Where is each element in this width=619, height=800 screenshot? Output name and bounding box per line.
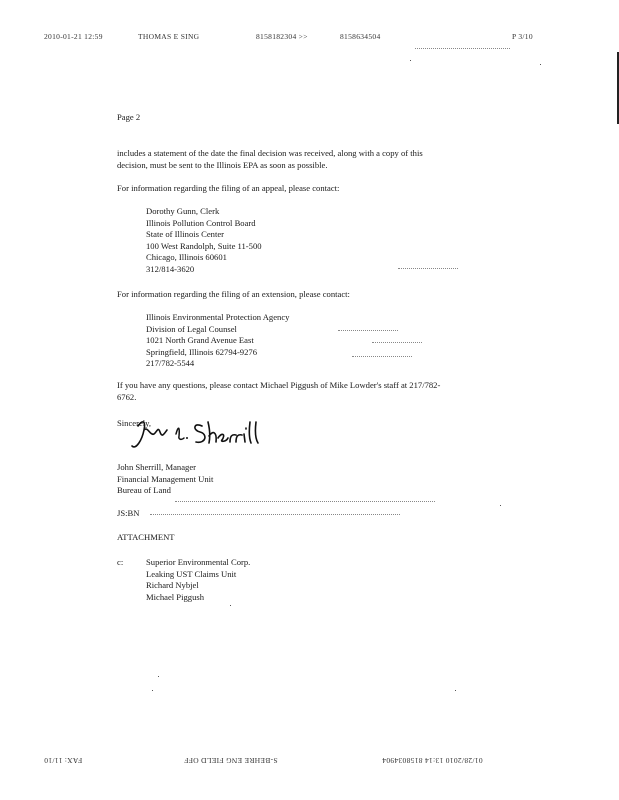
paragraph-line: decision, must be sent to the Illinois EPA as soon as possible. (117, 159, 328, 170)
initials: JS:BN (117, 508, 140, 518)
cc-recipient: Superior Environmental Corp. (146, 557, 251, 567)
cc-list (146, 557, 250, 603)
scan-noise (352, 356, 412, 358)
appeal-intro: For information regarding the filing of an appeal, please contact: (117, 183, 340, 193)
questions-paragraph (117, 380, 440, 403)
paragraph-line: includes a statement of the date the final decision was received, along with a copy of this (117, 148, 423, 158)
scan-noise (398, 268, 458, 270)
fax-to-number: 8158634504 (340, 32, 381, 41)
address-line: Illinois Pollution Control Board (146, 217, 256, 228)
scan-noise (338, 330, 398, 332)
scan-speck (540, 64, 541, 65)
address-line: 1021 North Grand Avenue East (146, 335, 254, 346)
closing: Sincerely, (117, 418, 152, 428)
handwritten-signature (130, 416, 275, 456)
scan-noise (150, 514, 400, 516)
cc-label: c: (117, 557, 124, 567)
address-line: Chicago, Illinois 60601 (146, 252, 227, 263)
page-label: Page 2 (117, 112, 141, 122)
signer-line: Financial Management Unit (117, 473, 214, 484)
extension-contact-address (146, 312, 289, 370)
cc-recipient: Michael Piggush (146, 591, 205, 602)
address-line: Springfield, Illinois 62794-9276 (146, 346, 257, 357)
fax-from-number: 8158182304 >> (256, 32, 308, 41)
address-line: 312/814-3620 (146, 263, 195, 274)
appeal-contact-address (146, 206, 262, 276)
scan-speck (455, 690, 456, 691)
paragraph-line: 6762. (117, 391, 137, 402)
fax-footer-left: FAX: 11/10 (44, 756, 83, 765)
fax-datetime: 2010-01-21 12:59 (44, 32, 103, 41)
fax-footer-right: 01/28/2010 13:14 8158034904 (382, 756, 483, 765)
address-line: Dorothy Gunn, Clerk (146, 206, 220, 216)
fax-footer-middle: S-BEHRE ENG FIELD OFF (184, 756, 278, 765)
address-line: State of Illinois Center (146, 229, 225, 240)
scan-speck (230, 605, 231, 606)
paragraph-line: If you have any questions, please contact Michael Piggush of Mike Lowder's staff at 217/782- (117, 380, 441, 390)
address-line: 100 West Randolph, Suite 11-500 (146, 240, 262, 251)
scan-speck (158, 676, 159, 677)
signer-block (117, 462, 213, 497)
address-line: Division of Legal Counsel (146, 323, 237, 334)
fax-page-number: P 3/10 (512, 32, 533, 41)
continued-paragraph (117, 148, 423, 171)
address-line: Illinois Environmental Protection Agency (146, 312, 290, 322)
scan-speck (410, 60, 411, 61)
signer-line: John Sherrill, Manager (117, 462, 196, 472)
scan-noise (175, 501, 435, 503)
scan-speck (152, 690, 153, 691)
signer-line: Bureau of Land (117, 485, 171, 496)
fax-sender: THOMAS E SING (138, 32, 200, 41)
cc-recipient: Richard Nybjel (146, 580, 199, 591)
address-line: 217/782-5544 (146, 358, 195, 369)
scan-noise (372, 342, 422, 344)
extension-intro: For information regarding the filing of an extension, please contact: (117, 289, 350, 299)
scan-speck (500, 505, 501, 506)
attachment-label: ATTACHMENT (117, 532, 175, 542)
scan-noise (415, 48, 510, 50)
cc-recipient: Leaking UST Claims Unit (146, 568, 237, 579)
